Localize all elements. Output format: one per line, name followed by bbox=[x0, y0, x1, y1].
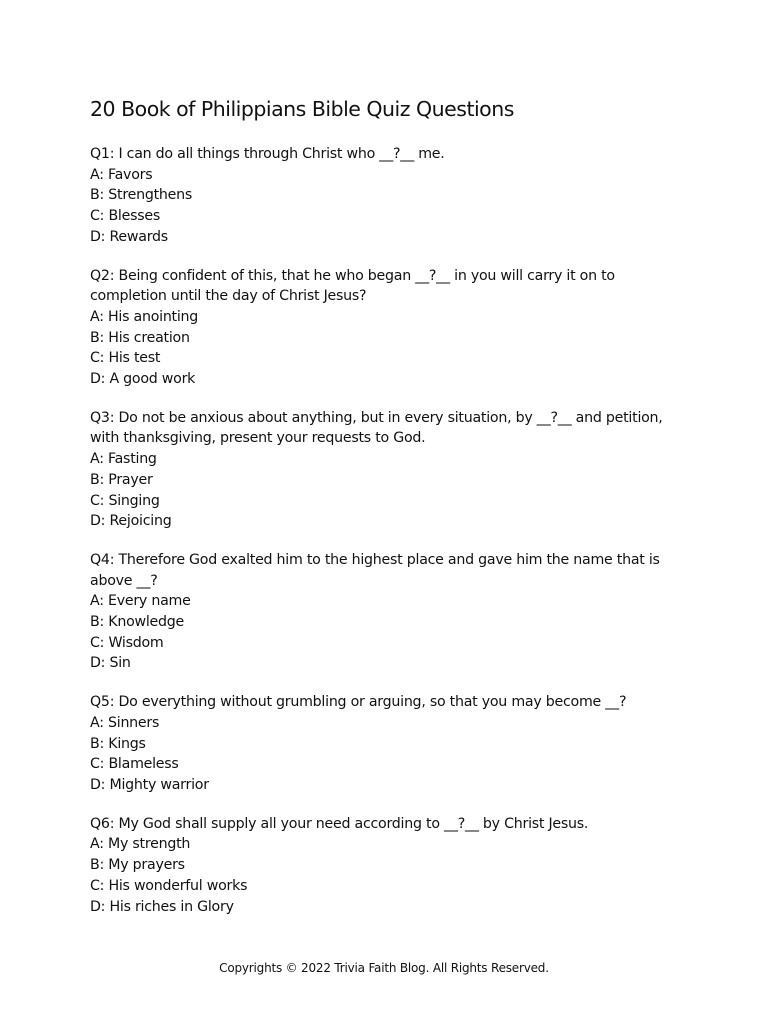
question-text: Q2: Being confident of this, that he who began __?__ in you will carry it on to completion until the day of Christ Jesus? bbox=[90, 267, 615, 305]
question-block-q2 bbox=[90, 266, 690, 390]
answer-option-b: B: Knowledge bbox=[90, 614, 185, 631]
answer-option-c: C: Blesses bbox=[90, 208, 161, 225]
answer-option-d: D: His riches in Glory bbox=[90, 898, 234, 915]
answer-option-a: A: Fasting bbox=[90, 451, 157, 468]
answer-option-d: D: Rewards bbox=[90, 228, 168, 245]
answer-option-c: C: His test bbox=[90, 350, 161, 367]
answer-option-d: D: Rejoicing bbox=[90, 513, 172, 530]
question-block-q6 bbox=[90, 814, 690, 918]
copyright-footer: Copyrights © 2022 Trivia Faith Blog. All Rights Reserved. bbox=[219, 961, 549, 975]
question-text: Q5: Do everything without grumbling or arguing, so that you may become __? bbox=[90, 694, 627, 711]
answer-option-d: D: Mighty warrior bbox=[90, 776, 209, 793]
answer-option-a: A: Sinners bbox=[90, 714, 160, 731]
question-block-q3 bbox=[90, 408, 690, 532]
answer-option-b: B: Kings bbox=[90, 735, 146, 752]
answer-option-d: D: Sin bbox=[90, 655, 131, 672]
answer-option-c: C: Blameless bbox=[90, 756, 179, 773]
question-block-q1 bbox=[90, 144, 690, 248]
question-text: Q1: I can do all things through Christ who __?__ me. bbox=[90, 146, 445, 162]
question-text: Q4: Therefore God exalted him to the highest place and gave him the name that is above __? bbox=[90, 551, 660, 589]
answer-option-d: D: A good work bbox=[90, 371, 196, 388]
answer-option-a: A: Every name bbox=[90, 593, 191, 610]
question-text: Q3: Do not be anxious about anything, but in every situation, by __?__ and petition, with thanksgiving, present your requests to God. bbox=[90, 409, 663, 447]
answer-option-b: B: Strengthens bbox=[90, 187, 193, 204]
answer-option-c: C: Wisdom bbox=[90, 634, 164, 651]
answer-option-c: C: Singing bbox=[90, 492, 160, 509]
document-page bbox=[90, 94, 690, 935]
answer-option-a: A: Favors bbox=[90, 166, 153, 183]
question-text: Q6: My God shall supply all your need according to __?__ by Christ Jesus. bbox=[90, 815, 589, 832]
page-title: 20 Book of Philippians Bible Quiz Questions bbox=[90, 97, 514, 121]
answer-option-b: B: His creation bbox=[90, 329, 190, 346]
answer-option-a: A: His anointing bbox=[90, 308, 199, 325]
question-block-q4 bbox=[90, 550, 690, 674]
answer-option-b: B: My prayers bbox=[90, 857, 185, 874]
question-block-q5 bbox=[90, 692, 690, 796]
answer-option-a: A: My strength bbox=[90, 836, 191, 853]
answer-option-b: B: Prayer bbox=[90, 471, 153, 488]
answer-option-c: C: His wonderful works bbox=[90, 877, 248, 894]
